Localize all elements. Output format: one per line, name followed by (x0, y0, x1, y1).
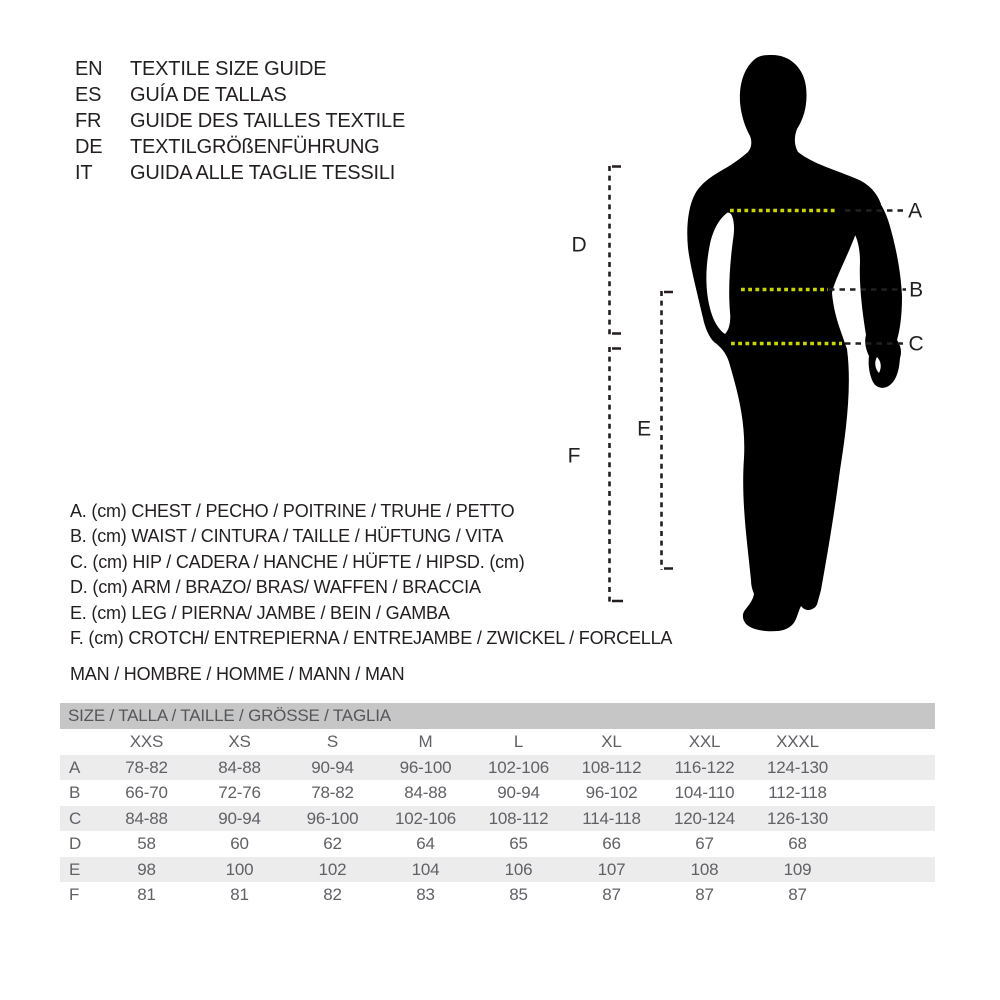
column-header: XXL (688, 732, 721, 751)
table-cell: 106 (472, 857, 565, 882)
marker-a: A (908, 199, 922, 223)
column-header: XS (228, 732, 251, 751)
marker-e: E (637, 417, 651, 441)
column-header: XXS (129, 732, 164, 751)
column-header: M (418, 732, 433, 751)
row-label: D (69, 834, 82, 854)
table-cell: 90-94 (193, 806, 286, 831)
table-cell: 108-112 (472, 806, 565, 831)
table-cell: 65 (509, 834, 528, 854)
table-filler-cell (844, 882, 935, 907)
table-cell: 60 (230, 834, 249, 854)
table-cell: 116-122 (658, 755, 751, 780)
table-cell: 84-88 (100, 806, 193, 831)
row-label: E (60, 857, 100, 882)
column-header: S (326, 732, 339, 751)
table-cell: 114-118 (565, 806, 658, 831)
language-guide-title: GUIDA ALLE TAGLIE TESSILI (130, 162, 396, 184)
measurement-legend-line: F. (cm) CROTCH/ ENTREPIERNA / ENTREJAMBE / ZWICKEL / FORCELLA (70, 627, 673, 648)
table-cell: 112-118 (768, 783, 827, 803)
measurement-legend-line: C. (cm) HIP / CADERA / HANCHE / HÜFTE / HIPSD. (cm) (70, 551, 525, 572)
table-cell: 90-94 (497, 783, 540, 803)
table-cell: 64 (416, 834, 435, 854)
measurement-legend-line: D. (cm) ARM / BRAZO/ BRAS/ WAFFEN / BRACCIA (70, 577, 481, 598)
language-code: DE (75, 136, 103, 158)
category-line: MAN / HOMBRE / HOMME / MANN / MAN (70, 664, 405, 684)
measurement-legend (70, 499, 672, 651)
language-guide-title: TEXTILGRÖßENFÜHRUNG (130, 136, 380, 158)
line-d (610, 166, 622, 335)
table-cell: 108-112 (565, 755, 658, 780)
table-filler-cell (844, 729, 935, 755)
column-header: L (513, 732, 524, 751)
table-filler-cell (844, 806, 935, 831)
table-cell: 78-82 (311, 783, 354, 803)
column-header: XXXL (776, 732, 819, 751)
table-cell: 104-110 (674, 783, 735, 803)
table-corner-cell (60, 729, 100, 755)
table-cell: 82 (323, 884, 342, 904)
size-table (60, 703, 935, 907)
size-table-grid (60, 729, 935, 907)
table-filler-cell (844, 857, 935, 882)
table-cell: 102 (286, 857, 379, 882)
marker-b: B (909, 278, 923, 302)
table-cell: 126-130 (751, 806, 844, 831)
table-cell: 109 (751, 857, 844, 882)
table-cell: 107 (565, 857, 658, 882)
language-guide-title: GUIDE DES TAILLES TEXTILE (130, 110, 406, 132)
table-cell: 120-124 (658, 806, 751, 831)
table-cell: 78-82 (100, 755, 193, 780)
language-code: EN (75, 58, 103, 80)
table-filler-cell (844, 831, 935, 856)
table-cell: 96-102 (585, 783, 638, 803)
table-cell: 81 (137, 884, 156, 904)
table-cell: 68 (788, 834, 807, 854)
row-label: B (69, 783, 81, 803)
language-code: ES (75, 84, 102, 106)
table-cell: 72-76 (218, 783, 261, 803)
table-cell: 87 (602, 884, 621, 904)
table-cell: 124-130 (751, 755, 844, 780)
table-filler-cell (844, 780, 935, 805)
table-cell: 58 (137, 834, 156, 854)
language-code: IT (75, 162, 93, 184)
row-label: A (60, 755, 100, 780)
measurement-legend-line: E. (cm) LEG / PIERNA/ JAMBE / BEIN / GAMBA (70, 602, 450, 623)
table-cell: 67 (695, 834, 714, 854)
marker-c: C (908, 332, 924, 356)
table-cell: 104 (379, 857, 472, 882)
row-label: C (60, 806, 100, 831)
table-cell: 83 (416, 884, 435, 904)
table-cell: 96-100 (286, 806, 379, 831)
measurement-legend-line: B. (cm) WAIST / CINTURA / TAILLE / HÜFTUNG / VITA (70, 526, 504, 547)
table-cell: 84-88 (404, 783, 447, 803)
marker-f: F (567, 444, 581, 468)
table-cell: 98 (100, 857, 193, 882)
table-cell: 81 (230, 884, 249, 904)
table-cell: 90-94 (286, 755, 379, 780)
table-cell: 96-100 (379, 755, 472, 780)
measurement-legend-line: A. (cm) CHEST / PECHO / POITRINE / TRUHE / PETTO (70, 501, 515, 521)
column-header: XL (601, 732, 622, 751)
table-cell: 87 (695, 884, 714, 904)
language-code: FR (75, 110, 102, 132)
table-cell: 84-88 (193, 755, 286, 780)
row-label: F (69, 884, 80, 904)
size-table-title: SIZE / TALLA / TAILLE / GRÖSSE / TAGLIA (60, 703, 935, 729)
language-guide-title: TEXTILE SIZE GUIDE (130, 58, 327, 80)
table-filler-cell (844, 755, 935, 780)
table-cell: 100 (193, 857, 286, 882)
table-cell: 66 (602, 834, 621, 854)
table-cell: 108 (658, 857, 751, 882)
marker-d: D (571, 233, 587, 257)
table-cell: 62 (323, 834, 342, 854)
table-cell: 85 (509, 884, 528, 904)
table-cell: 102-106 (379, 806, 472, 831)
table-cell: 87 (788, 884, 807, 904)
table-cell: 66-70 (125, 783, 168, 803)
right-arm-path (850, 184, 902, 388)
table-cell: 102-106 (472, 755, 565, 780)
language-guide-title: GUÍA DE TALLAS (130, 84, 287, 106)
